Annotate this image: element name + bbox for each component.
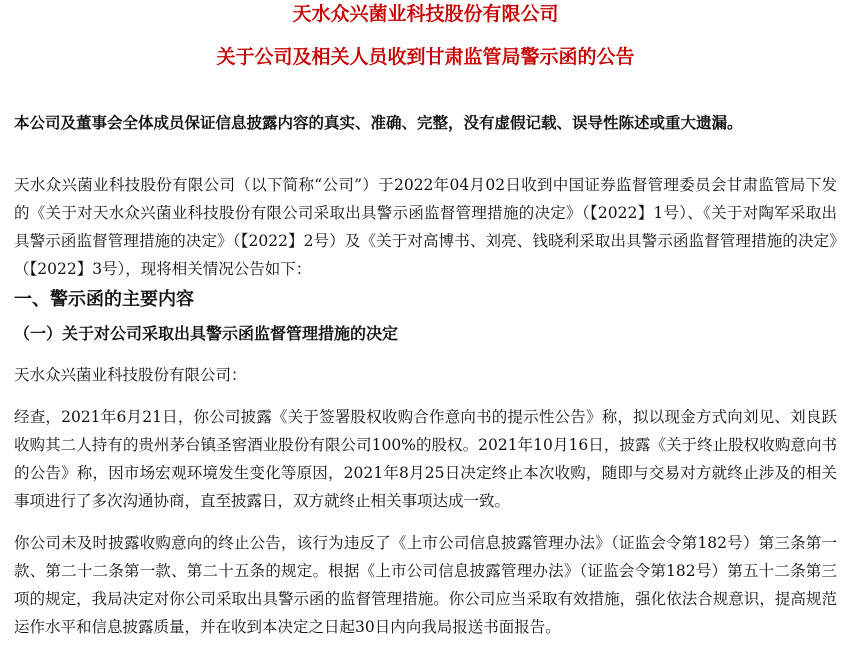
addressee: 天水众兴菌业科技股份有限公司：	[14, 366, 247, 384]
company-title: 天水众兴菌业科技股份有限公司	[292, 3, 559, 25]
section-heading-warning-letter: 一、警示函的主要内容	[14, 289, 194, 310]
decision-paragraph: 你公司未及时披露收购意向的终止公告，该行为违反了《上市公司信息披露管理办法》（证监会令第182号）第三条第一款、第二十二条第一款、第二十五条的规定。根据《上市公司信息披露管理办法》（证监会令第182号）第五十二条第三项的规定，我局决定对你公司采取出具警示函的监督管理措施。你公司应当采取有效措施，强化依法合规意识，提高规范运作水平和信息披露质量，并在收到本决定之日起30日内向我局报送书面报告。	[14, 534, 837, 636]
subsection-heading-company-measure: （一）关于对公司采取出具警示函监督管理措施的决定	[14, 324, 399, 343]
board-statement: 本公司及董事会全体成员保证信息披露内容的真实、准确、完整，没有虚假记载、误导性陈述或重大遗漏。	[14, 113, 743, 132]
notice-title: 关于公司及相关人员收到甘肃监管局警示函的公告	[216, 46, 635, 68]
intro-paragraph: 天水众兴菌业科技股份有限公司（以下简称“公司”）于2022年04月02日收到中国证券监督管理委员会甘肃监管局下发的《关于对天水众兴菌业科技股份有限公司采取出具警示函监督管理措施的决定》（【2022】1号）、《关于对陶军采取出具警示函监督管理措施的决定》（【2022】2号）及《关于对高博书、刘亮、钱晓利采取出具警示函监督管理措施的决定》（【2022】3号），现将相关情况公告如下：	[14, 176, 837, 278]
findings-paragraph: 经查，2021年6月21日，你公司披露《关于签署股权收购合作意向书的提示性公告》称，拟以现金方式向刘见、刘良跃收购其二人持有的贵州茅台镇圣窖酒业股份有限公司100%的股权。2021年10月16日，披露《关于终止股权收购意向书的公告》称，因市场宏观环境发生变化等原因，2021年8月25日决定终止本次收购，随即与交易对方就终止涉及的相关事项进行了多次沟通协商，直至披露日，双方就终止相关事项达成一致。	[14, 408, 837, 510]
